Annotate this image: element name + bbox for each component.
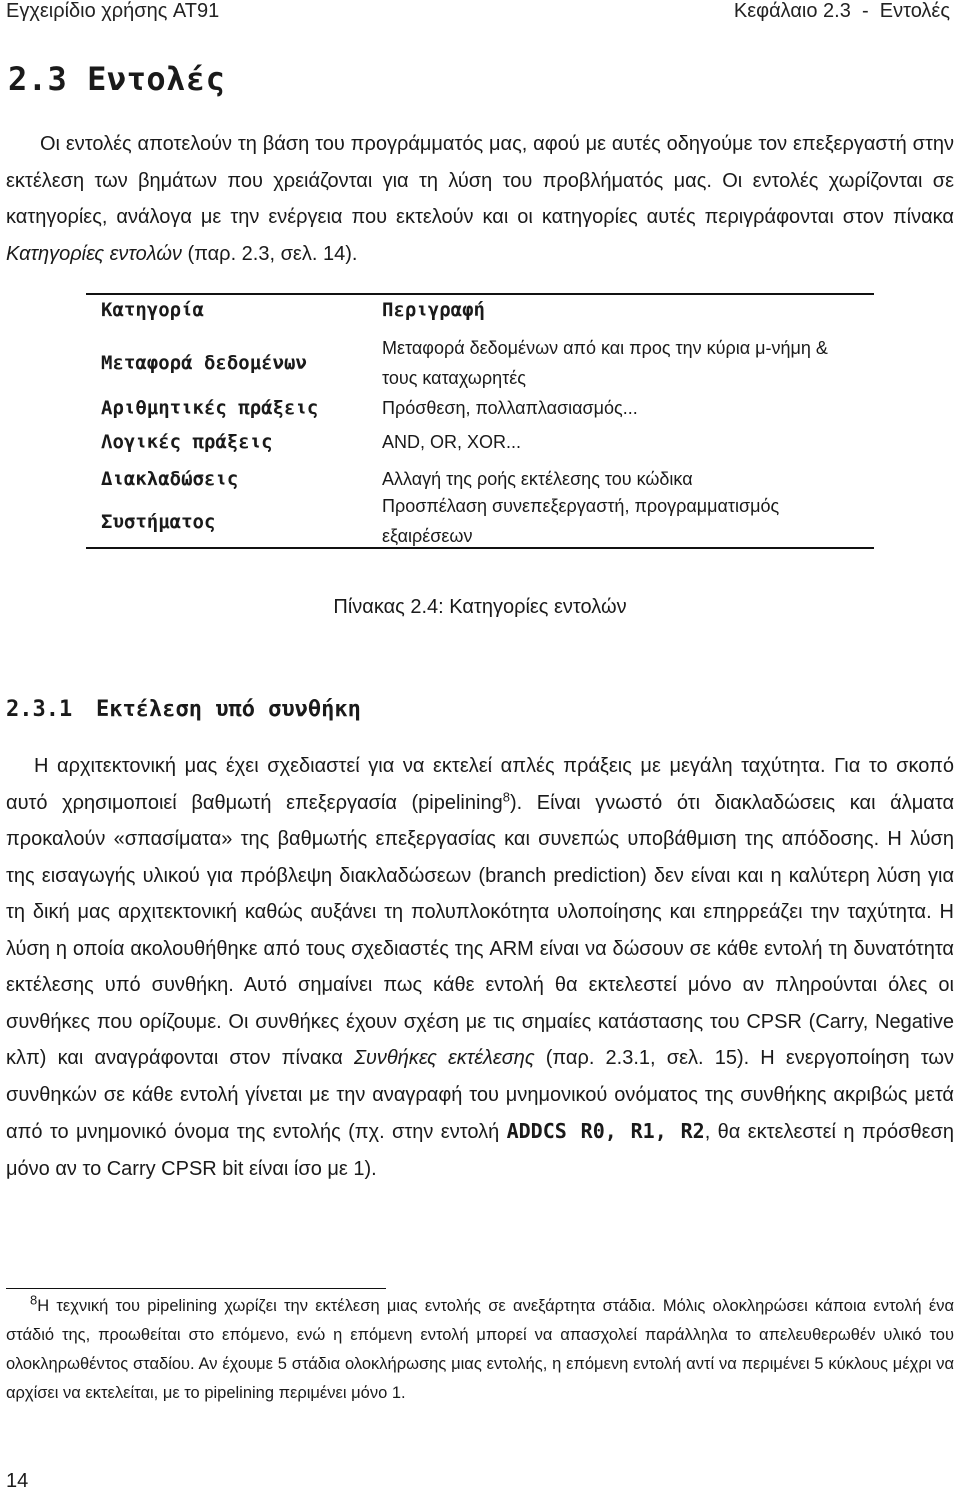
page-number: 14 bbox=[6, 1470, 29, 1492]
table-cell-category: Διακλαδώσεις bbox=[101, 468, 239, 490]
table-cell-category: Αριθμητικές πράξεις bbox=[101, 397, 319, 419]
footnote-rule bbox=[6, 1288, 386, 1289]
intro-text: Οι εντολές αποτελούν τη βάση του προγράμματός μας, αφού με αυτές οδηγούμε τον επεξεργαστή στην εκτέλεση των βημάτων που χρειάζονται για τη λύση του προβλήματός μας. Οι εντολές χωρίζονται σε κατηγορίες, ανάλογα με την ενέργεια που εκτελούν και οι κατηγορίες αυτές περιγράφονται στον πίνακα bbox=[6, 133, 954, 228]
table-caption: Πίνακας 2.4: Κατηγορίες εντολών bbox=[333, 596, 627, 618]
body-text: , θα εκτελεστεί η πρόσθεση μόνο αν το Carry CPSR bit είναι ίσο με 1). bbox=[6, 1121, 955, 1180]
footnote-number: 8 bbox=[30, 1292, 38, 1308]
table-cell-description: Αλλαγή της ροής εκτέλεσης του κώδικα bbox=[382, 469, 693, 489]
running-header-left: Εγχειρίδιο χρήσης AT91 bbox=[6, 0, 220, 22]
body-paragraph bbox=[6, 748, 954, 1187]
table-reference-link[interactable]: Κατηγορίες εντολών bbox=[6, 242, 182, 265]
table-bottom-rule bbox=[86, 547, 874, 549]
body-text: Η αρχιτεκτονική μας έχει σχεδιαστεί για να εκτελεί απλές πράξεις με μεγάλη ταχύτητα. Για το σκοπό αυτό χρησιμοποιεί βαθμωτή επεξεργασία (pipelining bbox=[6, 755, 954, 814]
table-top-rule bbox=[86, 293, 874, 295]
table-cell-description: Μεταφορά δεδομένων από και προς την κύρια μ-νήμη & τους καταχωρητές bbox=[382, 338, 828, 388]
body-text: ). Είναι γνωστό ότι διακλαδώσεις και άλματα προκαλούν «σπασίματα» της βαθμωτής επεξεργασίας και συνεπώς υποβάθμιση της απόδοσης. Η λύση της εισαγωγής υλικού για πρόβλεψη διακλαδώσεων (branch prediction) δεν είναι και η καλύτερη λύση για τη δική μας αρχιτεκτονική καθώς αυξάνει τη πολυπλοκότητα υλοποίησης και επηρρεάζει την ταχύτητα. Η λύση η οποία ακολουθήθηκε από τους σχεδιαστές της ARM είναι να δώσουν σε κάθε εντολή τη δυνατότητα εκτέλεσης υπό συνθήκη. Αυτό σημαίνει πως κάθε εντολή θα εκτελεστεί μόνο αν πληρούνται όλες οι συνθήκες που ορίζουμε. Οι συνθήκες έχουν σχέση με τις σημαίες κατάστασης του CPSR (Carry, Negative κλπ) και αναγράφονται στον πίνακα bbox=[6, 791, 955, 1069]
table-header-description: Περιγραφή bbox=[382, 299, 485, 321]
subsection-title bbox=[6, 697, 361, 722]
intro-text-end: (παρ. 2.3, σελ. 14). bbox=[181, 242, 358, 265]
running-header-right: Κεφάλαιο 2.3 - Εντολές bbox=[733, 0, 950, 22]
table-cell-category: Λογικές πράξεις bbox=[101, 431, 273, 453]
table-reference-link[interactable]: Συνθήκες εκτέλεσης bbox=[353, 1047, 535, 1069]
subsection-heading: Εκτέλεση υπό συνθήκη bbox=[96, 697, 361, 722]
intro-paragraph bbox=[6, 126, 954, 272]
footnote-marker[interactable]: 8 bbox=[502, 788, 510, 804]
code-example: ADDCS R0, R1, R2 bbox=[506, 1119, 705, 1143]
footnote bbox=[6, 1292, 954, 1408]
subsection-number: 2.3.1 bbox=[6, 697, 73, 722]
body-text: (παρ. 2.3.1, σελ. 15). Η ενεργοποίηση των συνθηκών σε κάθε εντολή γίνεται με την αναγραφή του μνημονικού ονόματος της συνθήκης ακριβώς μετά από το μνημονικό όνομα της εντολής (πχ. στην εντολή bbox=[6, 1047, 954, 1143]
table-cell-category: Μεταφορά δεδομένων bbox=[101, 352, 307, 374]
table-cell-description: Πρόσθεση, πολλαπλασιασμός... bbox=[382, 398, 638, 418]
table-cell-category: Συστήματος bbox=[101, 511, 216, 533]
table-cell-description: Προσπέλαση συνεπεξεργαστή, προγραμματισμός εξαιρέσεων bbox=[382, 496, 780, 546]
table-cell-description: AND, OR, XOR... bbox=[382, 432, 522, 452]
table-header-category: Κατηγορία bbox=[101, 299, 204, 321]
section-title: 2.3 Εντολές bbox=[8, 60, 226, 98]
footnote-text: Η τεχνική του pipelining χωρίζει την εκτέλεση μιας εντολής σε ανεξάρτητα στάδια. Μόλις ολοκληρώσει κάποια εντολή ένα στάδιό της, προωθείται στο επόμενο, ενώ η επόμενη εντολή μπορεί να απασχολεί παράλληλα το απελευθερωθέν υλικό του ολοκληρωθέντος σταδίου. Αν έχουμε 5 στάδια ολοκλήρωσης μιας εντολής, η επόμενη εντολή αντί να περιμένει 5 κύκλους μέχρι να αρχίσει να εκτελείται, με το pipelining περιμένει μόνο 1. bbox=[6, 1297, 954, 1402]
